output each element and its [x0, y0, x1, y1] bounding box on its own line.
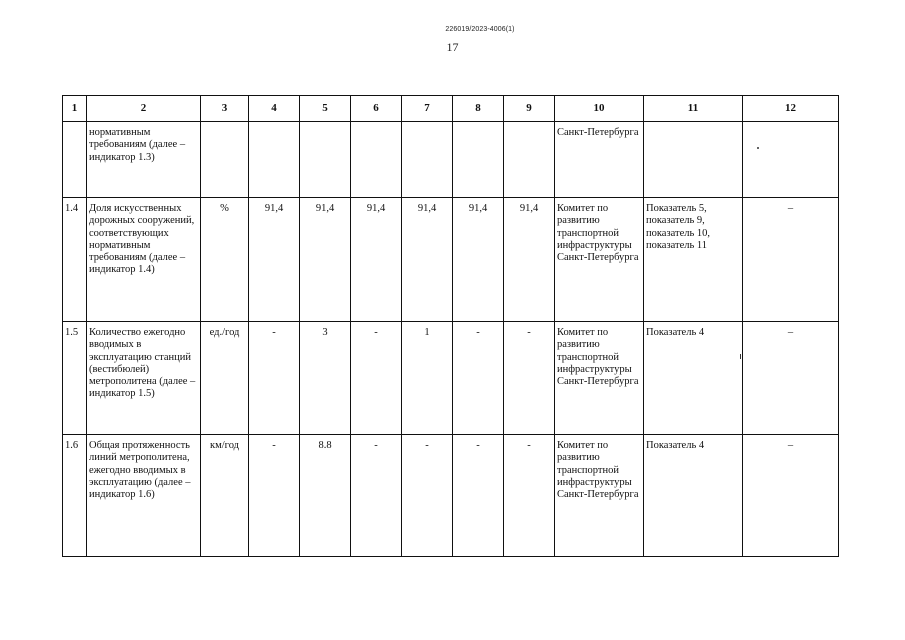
- cell-unit: %: [201, 198, 249, 322]
- cell-value: 91,4: [504, 198, 555, 322]
- table-row: [63, 322, 839, 435]
- column-header: 3: [201, 96, 249, 122]
- table-row-continuation: [63, 122, 839, 198]
- table-row: [63, 435, 839, 557]
- cell-value: -: [453, 435, 504, 557]
- cell-num: 1.6: [63, 435, 87, 557]
- scan-speck: [740, 354, 741, 359]
- cell-value: -: [453, 322, 504, 435]
- column-header: 8: [453, 96, 504, 122]
- cell-indicators: [644, 122, 743, 198]
- page-number: 17: [446, 40, 459, 54]
- document-id: 226019/2023-4006(1): [445, 26, 515, 33]
- cell-num: 1.5: [63, 322, 87, 435]
- cell-value: [351, 122, 402, 198]
- cell-value: -: [402, 435, 453, 557]
- cell-value: 1: [402, 322, 453, 435]
- column-header: 10: [555, 96, 644, 122]
- cell-value: 8.8: [300, 435, 351, 557]
- cell-name: нормативным требованиям (далее – индикатор 1.3): [87, 122, 201, 198]
- cell-unit: км/год: [201, 435, 249, 557]
- cell-responsible: Комитет по развитию транспортной инфраструктуры Санкт-Петербурга: [555, 322, 644, 435]
- column-header: 5: [300, 96, 351, 122]
- cell-value: 91,4: [402, 198, 453, 322]
- cell-note: [743, 122, 839, 198]
- cell-name: Количество ежегодно вводимых в эксплуатацию станций (вестибюлей) метрополитена (далее – индикатор 1.5): [87, 322, 201, 435]
- column-header: 12: [743, 96, 839, 122]
- cell-indicators: Показатель 4: [644, 322, 743, 435]
- cell-value: 91,4: [249, 198, 300, 322]
- column-header: 7: [402, 96, 453, 122]
- cell-name: Общая протяженность линий метрополитена, ежегодно вводимых в эксплуатацию (далее – индикатор 1.6): [87, 435, 201, 557]
- cell-responsible: Санкт-Петербурга: [555, 122, 644, 198]
- cell-note: –: [743, 198, 839, 322]
- cell-value: 91,4: [453, 198, 504, 322]
- cell-value: [249, 122, 300, 198]
- column-header: 11: [644, 96, 743, 122]
- table-header-row: [63, 96, 839, 122]
- cell-responsible: Комитет по развитию транспортной инфраструктуры Санкт-Петербурга: [555, 435, 644, 557]
- cell-value: 91,4: [351, 198, 402, 322]
- cell-unit: [201, 122, 249, 198]
- cell-value: 3: [300, 322, 351, 435]
- cell-value: [402, 122, 453, 198]
- cell-unit: ед./год: [201, 322, 249, 435]
- cell-name: Доля искусственных дорожных сооружений, соответствующих нормативным требованиям (далее – индикатор 1.4): [87, 198, 201, 322]
- column-header: 9: [504, 96, 555, 122]
- indicators-table: [62, 95, 839, 557]
- cell-value: [504, 122, 555, 198]
- cell-indicators: Показатель 4: [644, 435, 743, 557]
- cell-value: -: [351, 435, 402, 557]
- cell-value: [453, 122, 504, 198]
- table-row: [63, 198, 839, 322]
- cell-value: 91,4: [300, 198, 351, 322]
- cell-value: -: [351, 322, 402, 435]
- cell-num: [63, 122, 87, 198]
- scan-speck: [757, 147, 759, 149]
- cell-indicators: Показатель 5, показатель 9, показатель 10, показатель 11: [644, 198, 743, 322]
- column-header: 2: [87, 96, 201, 122]
- cell-value: -: [249, 435, 300, 557]
- cell-responsible: Комитет по развитию транспортной инфраструктуры Санкт-Петербурга: [555, 198, 644, 322]
- cell-note: –: [743, 322, 839, 435]
- column-header: 1: [63, 96, 87, 122]
- column-header: 4: [249, 96, 300, 122]
- cell-num: 1.4: [63, 198, 87, 322]
- cell-value: -: [504, 435, 555, 557]
- column-header: 6: [351, 96, 402, 122]
- cell-value: [300, 122, 351, 198]
- cell-value: -: [249, 322, 300, 435]
- cell-value: -: [504, 322, 555, 435]
- cell-note: –: [743, 435, 839, 557]
